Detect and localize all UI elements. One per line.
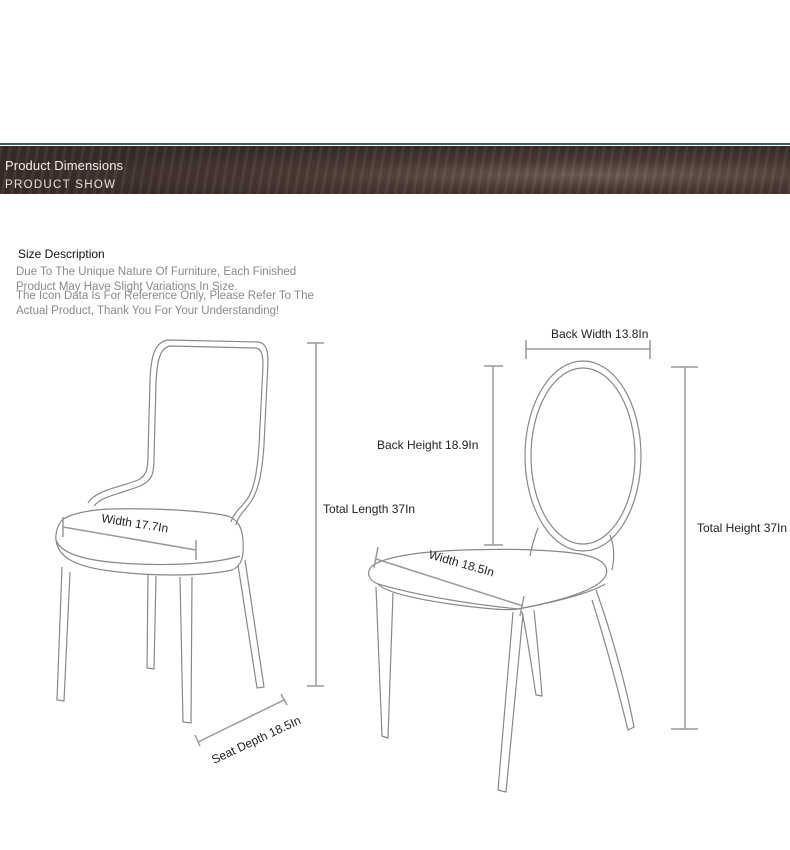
size-description-line: Actual Product, Thank You For Your Understanding! bbox=[16, 305, 280, 317]
size-description-line: The Icon Data Is For Reference Only, Please Refer To The bbox=[16, 290, 314, 302]
left-chair-width-label: Width 17.7In bbox=[100, 511, 170, 536]
size-description-line: Product May Have Slight Variations In Size. bbox=[16, 281, 238, 293]
size-description-line: Due To The Unique Nature Of Furniture, Each Finished bbox=[16, 266, 297, 278]
right-chair-back-height-label: Back Height 18.9In bbox=[377, 438, 479, 452]
right-chair-total-height-label: Total Height 37In bbox=[697, 521, 788, 535]
left-chair-total-length-label: Total Length 37In bbox=[323, 502, 416, 516]
right-chair-width-label: Width 18.5In bbox=[427, 547, 496, 580]
right-chair-illustration bbox=[369, 361, 641, 792]
banner-subtitle: PRODUCT SHOW bbox=[5, 179, 117, 191]
banner-title: Product Dimensions bbox=[5, 158, 124, 173]
left-chair-dimension-lines bbox=[63, 343, 324, 746]
right-chair-back-width-label: Back Width 13.8In bbox=[551, 327, 649, 341]
size-description-title: Size Description bbox=[18, 247, 105, 261]
left-chair-seat-depth-label: Seat Depth 18.5In bbox=[209, 713, 303, 767]
